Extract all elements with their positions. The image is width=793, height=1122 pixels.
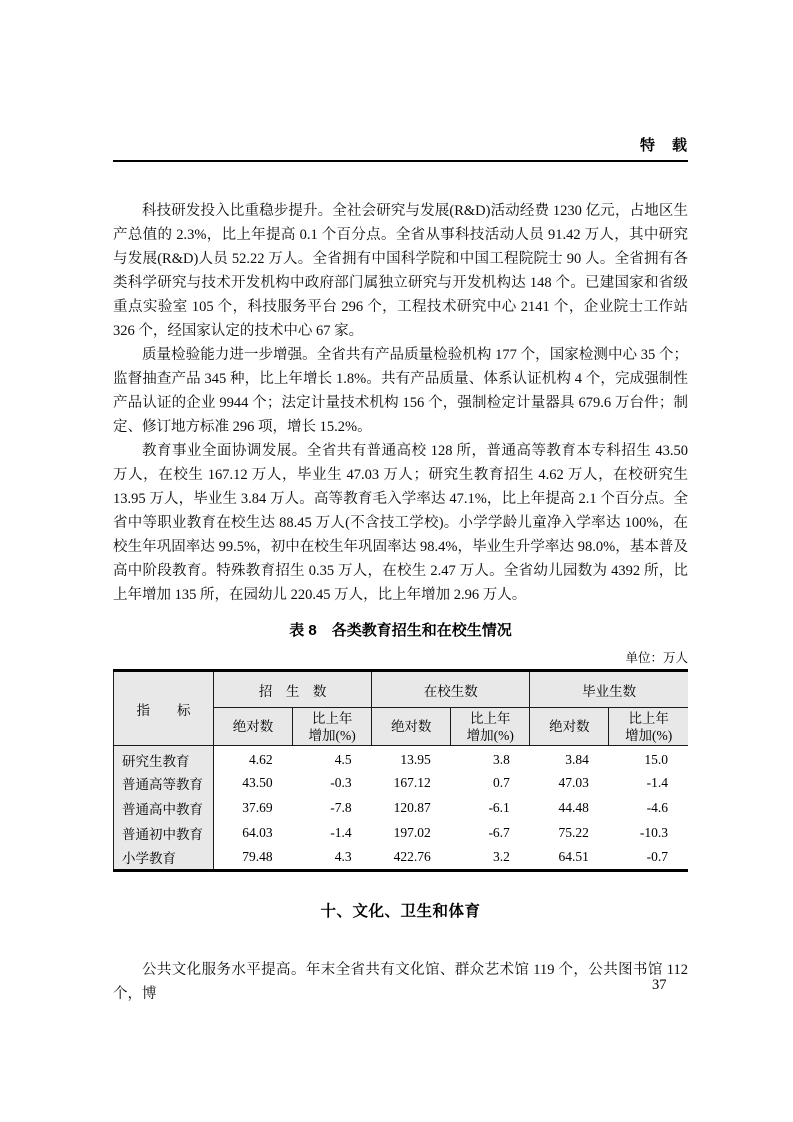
cell-grad-abs: 3.84 bbox=[565, 752, 589, 768]
paragraph-public-culture: 公共文化服务水平提高。年末全省共有文化馆、群众艺术馆 119 个，公共图书馆 112 个，博 bbox=[113, 962, 688, 1002]
header-enrollment-absolute: 绝对数 bbox=[214, 708, 293, 746]
table-row-regular-junior-secondary bbox=[114, 821, 689, 846]
cell-enroll-abs: 37.69 bbox=[242, 800, 273, 815]
cell-students-chg: 0.7 bbox=[492, 775, 510, 790]
cell-grad-abs: 75.22 bbox=[558, 825, 589, 840]
cell-enroll-abs: 43.50 bbox=[242, 775, 273, 790]
row-label: 普通高等教育 bbox=[114, 771, 214, 796]
cell-grad-chg: -10.3 bbox=[639, 825, 668, 840]
section-heading-culture-health-sports: 十、文化、卫生和体育 bbox=[320, 903, 481, 920]
row-label: 小学教育 bbox=[114, 846, 214, 871]
cell-enroll-chg: -7.8 bbox=[330, 800, 352, 815]
cell-students-chg: 3.8 bbox=[492, 752, 510, 768]
page-header bbox=[113, 0, 688, 162]
cell-enroll-chg: 4.5 bbox=[334, 752, 352, 768]
header-students-absolute: 绝对数 bbox=[372, 708, 451, 746]
row-label: 普通初中教育 bbox=[114, 821, 214, 846]
cell-grad-abs: 47.03 bbox=[558, 775, 589, 790]
table-row-graduate-education bbox=[114, 746, 689, 771]
cell-students-abs: 13.95 bbox=[400, 752, 431, 768]
cell-students-abs: 120.87 bbox=[393, 800, 431, 815]
header-graduates-change bbox=[609, 708, 688, 746]
header-graduates-absolute: 绝对数 bbox=[530, 708, 609, 746]
table-header bbox=[114, 671, 689, 746]
header-change-line1: 比上年 bbox=[470, 710, 511, 726]
header-group-students: 在校生数 bbox=[372, 671, 530, 708]
page-content bbox=[113, 0, 688, 1006]
cell-grad-chg: -4.6 bbox=[646, 800, 668, 815]
header-students-change bbox=[451, 708, 530, 746]
header-enrollment-change bbox=[293, 708, 372, 746]
header-group-graduates: 毕业生数 bbox=[530, 671, 688, 708]
table-row-primary-education bbox=[114, 846, 689, 871]
cell-grad-abs: 44.48 bbox=[558, 800, 589, 815]
body-text bbox=[113, 199, 688, 607]
row-label: 普通高中教育 bbox=[114, 796, 214, 821]
paragraph-science-rd: 科技研发投入比重稳步提升。全社会研究与发展(R&D)活动经费 1230 亿元，占地区生产总值的 2.3%，比上年提高 0.1 个百分点。全省从事科技活动人员 91.42 万人，其中研究与发展(R&D)人员 52.22 万人。全省拥有中国科学院和中国工程院院士 90 人。全省拥有各类科学研究与技术开发机构中政府部门属独立研究与开发机构达 148 个。已建国家和省级重点实验室 105 个，科技服务平台 296 个，工程技术研究中心 2141 个，企业院士工作站 326 个，经国家认定的技术中心 67 家。 bbox=[113, 203, 688, 339]
cell-grad-chg: -0.7 bbox=[646, 849, 668, 865]
education-enrollment-table bbox=[113, 669, 688, 872]
page-header-title: 特 载 bbox=[639, 137, 688, 154]
cell-grad-abs: 64.51 bbox=[558, 849, 589, 865]
cell-students-chg: -6.1 bbox=[488, 800, 510, 815]
table-unit-label: 单位：万人 bbox=[625, 651, 688, 665]
table-row-regular-higher-education bbox=[114, 771, 689, 796]
cell-enroll-abs: 79.48 bbox=[242, 849, 273, 865]
cell-enroll-chg: -1.4 bbox=[330, 825, 352, 840]
cell-students-abs: 197.02 bbox=[393, 825, 431, 840]
cell-enroll-abs: 4.62 bbox=[248, 752, 273, 768]
cell-students-chg: 3.2 bbox=[492, 849, 510, 865]
row-label: 研究生教育 bbox=[114, 746, 214, 771]
header-group-enrollment: 招 生 数 bbox=[214, 671, 372, 708]
table-row-regular-senior-secondary bbox=[114, 796, 689, 821]
cell-grad-chg: -1.4 bbox=[646, 775, 668, 790]
table-title: 表 8 各类教育招生和在校生情况 bbox=[289, 622, 512, 639]
cell-grad-chg: 15.0 bbox=[644, 752, 668, 768]
paragraph-quality-inspection: 质量检验能力进一步增强。全省共有产品质量检验机构 177 个，国家检测中心 35 个；监督抽查产品 345 种，比上年增长 1.8%。共有产品质量、体系认证机构 4 个，完成强制性产品认证的企业 9944 个；法定计量技术机构 156 个，强制检定计量器具 679.6 万台件；制定、修订地方标准 296 项，增长 15.2%。 bbox=[113, 347, 688, 435]
cell-enroll-abs: 64.03 bbox=[242, 825, 273, 840]
cell-students-abs: 422.76 bbox=[393, 849, 431, 865]
page-number: 37 bbox=[652, 977, 667, 993]
header-indicator: 指 标 bbox=[114, 671, 214, 746]
paragraph-education: 教育事业全面协调发展。全省共有普通高校 128 所，普通高等教育本专科招生 43.50 万人，在校生 167.12 万人，毕业生 47.03 万人；研究生教育招生 4.62 万人，在校研究生 13.95 万人，毕业生 3.84 万人。高等教育毛入学率达 47.1%，比上年提高 2.1 个百分点。全省中等职业教育在校生达 88.45 万人(不含技工学校)。小学学龄儿童净入学率达 100%，在校生年巩固率达 99.5%，初中在校生年巩固率达 98.4%，毕业生升学率达 98.0%，基本普及高中阶段教育。特殊教育招生 0.35 万人，在校生 2.47 万人。全省幼儿园数为 4392 所，比上年增加 135 所，在园幼儿 220.45 万人，比上年增加 2.96 万人。 bbox=[113, 443, 688, 603]
cell-enroll-chg: 4.3 bbox=[334, 849, 352, 865]
header-change-line2: 增加(%) bbox=[308, 727, 356, 743]
closing-text bbox=[113, 958, 688, 1006]
header-change-line1: 比上年 bbox=[311, 710, 353, 726]
cell-enroll-chg: -0.3 bbox=[330, 775, 352, 790]
table-body bbox=[114, 746, 689, 871]
header-change-line1: 比上年 bbox=[628, 710, 669, 726]
cell-students-abs: 167.12 bbox=[393, 775, 431, 790]
cell-students-chg: -6.7 bbox=[488, 825, 510, 840]
header-change-line2: 增加(%) bbox=[466, 727, 514, 743]
header-change-line2: 增加(%) bbox=[625, 727, 673, 743]
